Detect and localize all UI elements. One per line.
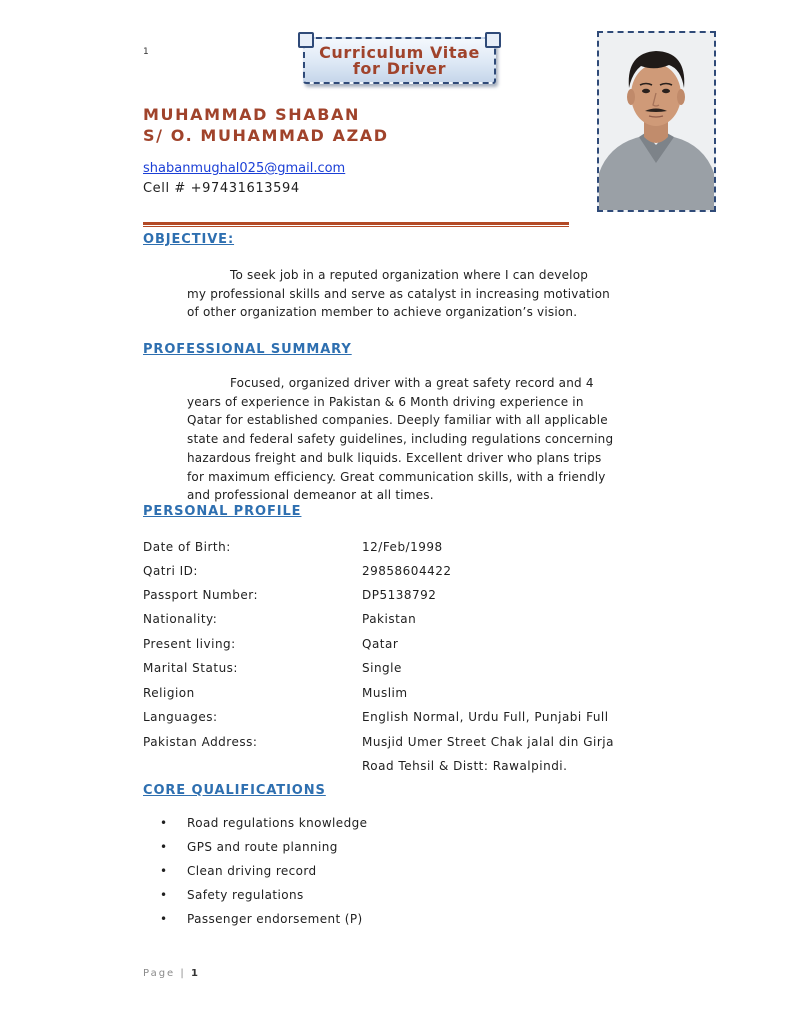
qualification-text: Clean driving record	[187, 864, 317, 878]
qualification-text: Safety regulations	[187, 888, 304, 902]
email-link[interactable]: shabanmughal025@gmail.com	[143, 161, 346, 176]
bullet-icon: •	[160, 864, 168, 878]
profile-value: Muslim	[362, 686, 408, 700]
profile-value: 29858604422	[362, 564, 452, 578]
portrait-image	[599, 33, 714, 210]
qualification-item	[160, 840, 338, 854]
bullet-icon: •	[160, 888, 168, 902]
qualification-item	[160, 912, 363, 926]
header-divider-thin	[143, 226, 569, 227]
profile-value: Qatar	[362, 637, 399, 651]
qualification-text: Road regulations knowledge	[187, 816, 368, 830]
page-footer	[143, 968, 200, 979]
summary-line: Qatar for established companies. Deeply familiar with all applicable	[187, 413, 608, 428]
applicant-father-name: S/ O. MUHAMMAD AZAD	[143, 126, 389, 145]
profile-label: Languages:	[143, 710, 218, 724]
applicant-photo	[597, 31, 716, 212]
profile-value: Road Tehsil & Distt: Rawalpindi.	[362, 759, 568, 773]
bullet-icon: •	[160, 840, 168, 854]
title-line-1: Curriculum Vitae	[319, 43, 480, 62]
qualifications-heading: CORE QUALIFICATIONS	[143, 783, 326, 798]
summary-line: Focused, organized driver with a great safety record and 4	[230, 376, 594, 390]
summary-line: for maximum efficiency. Great communication skills, with a friendly	[187, 469, 606, 484]
summary-line: state and federal safety guidelines, including regulations concerning	[187, 432, 614, 447]
cell-number: Cell # +97431613594	[143, 181, 300, 196]
profile-label: Pakistan Address:	[143, 735, 258, 749]
qualification-text: Passenger endorsement (P)	[187, 912, 363, 926]
objective-text	[187, 266, 657, 322]
profile-label: Qatri ID:	[143, 564, 198, 578]
profile-label: Passport Number:	[143, 588, 259, 602]
title-banner	[303, 37, 496, 84]
objective-heading: OBJECTIVE:	[143, 232, 235, 247]
footer-label: Page |	[143, 968, 186, 979]
applicant-name: MUHAMMAD SHABAN	[143, 105, 361, 124]
profile-value: English Normal, Urdu Full, Punjabi Full	[362, 710, 609, 724]
profile-value: Single	[362, 661, 402, 675]
profile-label: Present living:	[143, 637, 236, 651]
profile-value: Musjid Umer Street Chak jalal din Girja	[362, 735, 614, 749]
qualification-item	[160, 888, 304, 902]
title-line-2: for Driver	[352, 59, 447, 78]
profile-label: Marital Status:	[143, 661, 238, 675]
profile-label: Date of Birth:	[143, 540, 231, 554]
qualification-item	[160, 864, 317, 878]
summary-heading: PROFESSIONAL SUMMARY	[143, 342, 352, 357]
profile-value: 12/Feb/1998	[362, 540, 443, 554]
profile-label: Nationality:	[143, 612, 218, 626]
summary-line: hazardous freight and bulk liquids. Excellent driver who plans trips	[187, 450, 602, 465]
objective-line: my professional skills and serve as catalyst in increasing motivation	[187, 286, 610, 301]
bullet-icon: •	[160, 912, 168, 926]
summary-line: and professional demeanor at all times.	[187, 488, 434, 503]
bullet-icon: •	[160, 816, 168, 830]
profile-label: Religion	[143, 686, 195, 700]
profile-heading: PERSONAL PROFILE	[143, 504, 302, 519]
summary-text	[187, 374, 657, 505]
profile-value: DP5138792	[362, 588, 437, 602]
qualification-text: GPS and route planning	[187, 840, 338, 854]
top-page-number: 1	[143, 47, 149, 57]
header-divider	[143, 222, 569, 225]
banner-scroll-tab-right	[485, 32, 501, 48]
banner-scroll-tab-left	[298, 32, 314, 48]
qualification-item	[160, 816, 367, 830]
summary-line: years of experience in Pakistan & 6 Month driving experience in	[187, 394, 584, 409]
objective-line: of other organization member to achieve organization’s vision.	[187, 305, 578, 320]
profile-value: Pakistan	[362, 612, 417, 626]
objective-line: To seek job in a reputed organization where I can develop	[230, 268, 589, 282]
footer-page-number: 1	[190, 968, 200, 979]
